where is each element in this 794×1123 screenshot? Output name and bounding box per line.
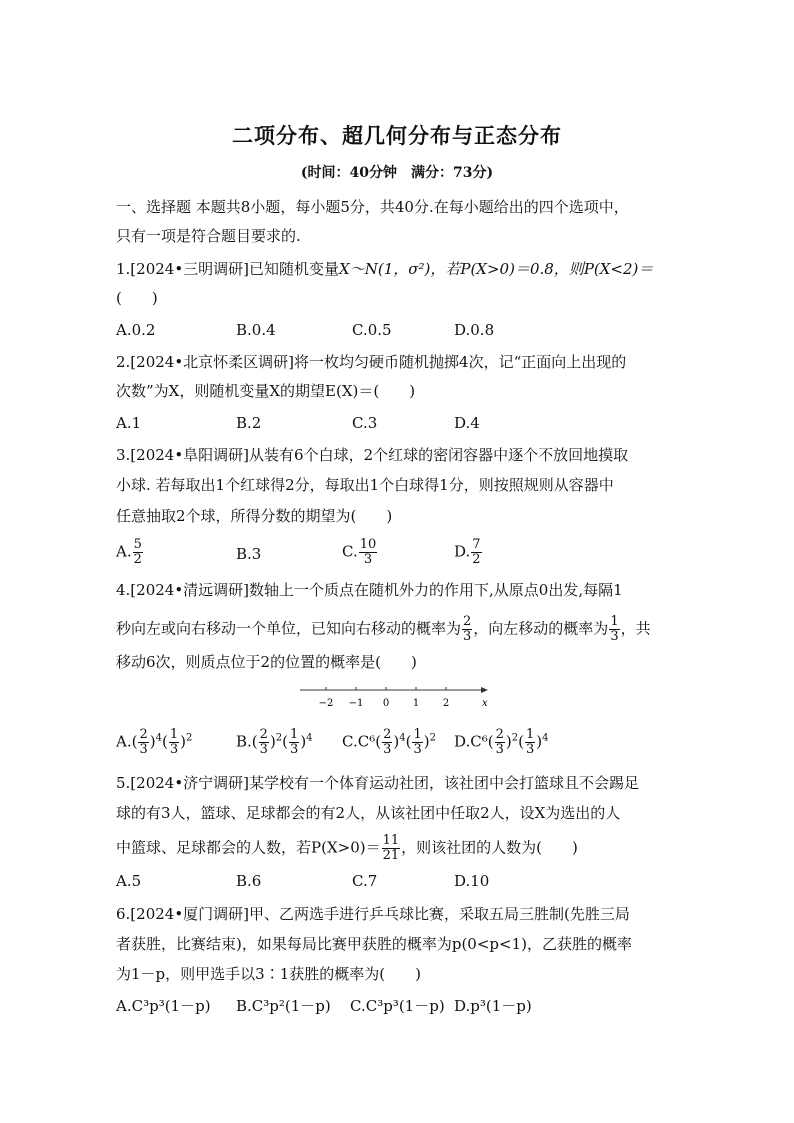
q2-stem-line1: 2.[2024•北京怀柔区调研]将一枚均匀硬币随机抛掷4次，记“正面向上出现的 (116, 353, 627, 371)
q2-option-d: D.4 (454, 414, 480, 432)
page-title: 二项分布、超几何分布与正态分布 (232, 123, 562, 148)
number-line-figure (296, 682, 496, 712)
q2-stem-line2: 次数”为X，则随机变量X的期望E(X)＝( ) (116, 382, 416, 400)
section-heading-line2: 只有一项是符合题目要求的. (116, 227, 301, 245)
q5-option-a: A.5 (116, 872, 142, 890)
q2-option-b: B.2 (236, 414, 262, 432)
q3-option-d-fraction: $\frac{7}{2}$ (472, 537, 481, 567)
q6-stem-line3: 为1－p，则甲选手以3∶1获胜的概率为( ) (116, 965, 421, 983)
q2-option-a: A.1 (116, 414, 142, 432)
exam-info: (时间：40分钟 满分：73分) (300, 165, 494, 181)
q4-option-b: B.( $\frac{2}{3}$ )$^2$( $\frac{1}{3}$ )$^4$ (236, 727, 313, 757)
axis-tick-label: −1 (348, 698, 364, 709)
section-heading-line1: 一、选择题 本题共8小题，每小题5分，共40分.在每小题给出的四个选项中， (116, 198, 629, 216)
q6-option-b: B.C³p²(1－p) (236, 997, 331, 1015)
q4-stem-line2: 秒向左或向右移动一个单位，已知向右移动的概率为 $\frac{2}{3}$ ，向左移动的概率为 $\frac{1}{3}$ ，共 (116, 614, 651, 644)
q3-stem-line1: 3.[2024•阜阳调研]从装有6个白球，2个红球的密闭容器中逐个不放回地摸取 (116, 446, 629, 464)
q5-option-d: D.10 (454, 872, 490, 890)
axis-arrow-icon (481, 687, 488, 693)
q4-stem-line3: 移动6次，则质点位于2的位置的概率是( ) (116, 653, 417, 671)
axis-tick-label: 2 (442, 698, 450, 709)
q4-option-c: C.C⁶( $\frac{2}{3}$ )$^4$( $\frac{1}{3}$ )$^2$ (342, 727, 436, 757)
q6-option-a: A.C³p³(1－p) (116, 997, 211, 1015)
q6-stem-line2: 者获胜，比赛结束)，如果每局比赛甲获胜的概率为p(0<p<1)，乙获胜的概率 (116, 935, 632, 953)
q1-stem-line1: 1.[2024•三明调研]已知随机变量X～N(1，σ²)，若P(X>0)＝0.8，则P(X<2)＝ (116, 260, 654, 278)
q3-option-d: D. $\frac{7}{2}$ (454, 537, 481, 567)
q6-option-c: C.C³p³(1－p) (350, 997, 445, 1015)
q3-option-c: C. $\frac{10}{3}$ (342, 537, 377, 567)
q5-stem-line1: 5.[2024•济宁调研]某学校有一个体育运动社团，该社团中会打篮球且不会踢足 (116, 774, 640, 792)
q3-option-b: B.3 (236, 545, 262, 563)
axis-tick-label: 0 (382, 698, 390, 709)
q3-stem-line2: 小球. 若每取出1个红球得2分，每取出1个白球得1分，则按照规则从容器中 (116, 476, 614, 494)
q6-stem-line1: 6.[2024•厦门调研]甲、乙两选手进行乒乓球比赛，采取五局三胜制(先胜三局 (116, 905, 630, 923)
q2-option-c: C.3 (352, 414, 378, 432)
axis-label: x (482, 698, 488, 709)
q6-option-d: D.p³(1－p) (454, 997, 532, 1015)
q4-option-d: D.C⁶( $\frac{2}{3}$ )$^2$( $\frac{1}{3}$ )$^4$ (454, 727, 549, 757)
axis-tick-label: 1 (412, 698, 420, 709)
q1-stem-line2: ( ) (116, 289, 158, 307)
q1-option-b: B.0.4 (236, 321, 276, 339)
q1-option-d: D.0.8 (454, 321, 495, 339)
q3-option-c-fraction: $\frac{10}{3}$ (359, 537, 377, 567)
q4-option-a: A.( $\frac{2}{3}$ )$^4$( $\frac{1}{3}$ )$^2$ (116, 727, 193, 757)
q5-option-b: B.6 (236, 872, 262, 890)
q5-stem-line2: 球的有3人，篮球、足球都会的有2人，从该社团中任取2人，设X为选出的人 (116, 804, 621, 822)
q1-option-a: A.0.2 (116, 321, 156, 339)
q3-stem-line3: 任意抽取2个球，所得分数的期望为( ) (116, 507, 393, 525)
q5-stem-line3: 中篮球、足球都会的人数，若P(X>0)＝ $\frac{11}{21}$ ，则该社团的人数为( ) (116, 833, 578, 863)
q4-left-probability: $\frac{1}{3}$ (610, 614, 619, 644)
q3-option-a-fraction: $\frac{5}{2}$ (133, 537, 142, 567)
q1-option-c: C.0.5 (352, 321, 392, 339)
axis-tick-label: −2 (318, 698, 334, 709)
q3-option-a: A. $\frac{5}{2}$ (116, 537, 142, 567)
q4-right-probability: $\frac{2}{3}$ (463, 614, 472, 644)
q5-option-c: C.7 (352, 872, 378, 890)
q5-probability: $\frac{11}{21}$ (382, 833, 400, 863)
q4-stem-line1: 4.[2024•清远调研]数轴上一个质点在随机外力的作用下,从原点0出发,每隔1 (116, 581, 623, 599)
